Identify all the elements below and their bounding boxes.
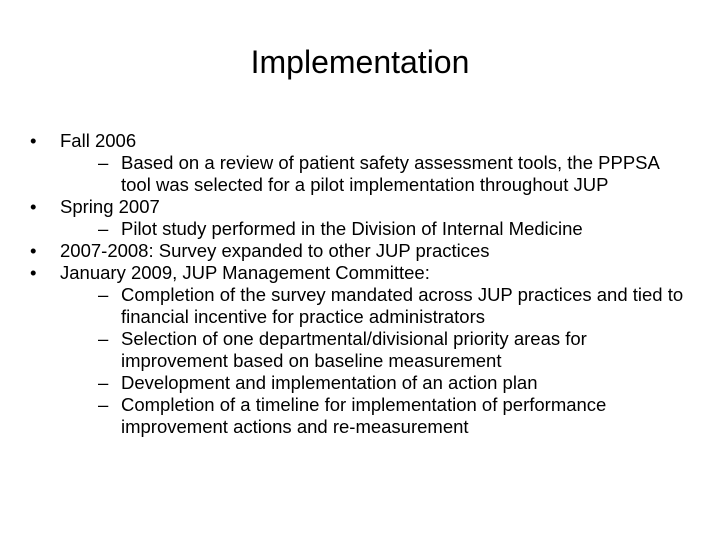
bullet-text: Fall 2006 bbox=[60, 130, 137, 151]
slide-title: Implementation bbox=[250, 44, 470, 80]
bullet-text: 2007-2008: Survey expanded to other JUP practices bbox=[60, 240, 490, 261]
bullet-item bbox=[30, 196, 690, 240]
bullet-text: January 2009, JUP Management Committee: bbox=[60, 262, 430, 283]
bullet-item bbox=[30, 262, 690, 438]
bullet-item bbox=[30, 240, 690, 262]
sub-list bbox=[60, 284, 690, 438]
sub-list bbox=[60, 152, 690, 196]
sub-item: – Based on a review of patient safety assessment tools, the PPPSA tool was selected for a pilot implementation throughout JUP bbox=[98, 152, 690, 196]
sub-list bbox=[60, 218, 690, 240]
bullet-text: Spring 2007 bbox=[60, 196, 160, 217]
sub-item: – Development and implementation of an action plan bbox=[98, 372, 690, 394]
sub-item: – Selection of one departmental/divisional priority areas for improvement based on baseline measurement bbox=[98, 328, 690, 372]
sub-item: – Completion of a timeline for implementation of performance improvement actions and re-measurement bbox=[98, 394, 690, 438]
slide-body bbox=[30, 130, 690, 438]
bullet-item bbox=[30, 130, 690, 196]
sub-item: – Pilot study performed in the Division of Internal Medicine bbox=[98, 218, 690, 240]
sub-item: – Completion of the survey mandated across JUP practices and tied to financial incentive for practice administrators bbox=[98, 284, 690, 328]
